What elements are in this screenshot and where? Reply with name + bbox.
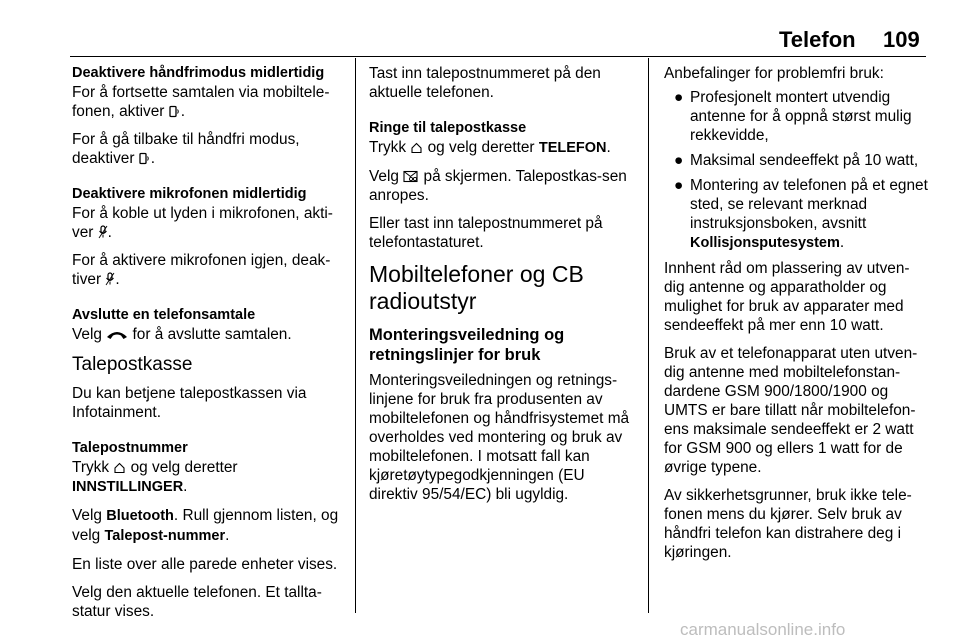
column-3 (664, 64, 928, 571)
text: . (225, 527, 230, 544)
phone-speaker-icon (169, 105, 181, 118)
paragraph (72, 130, 350, 168)
text: og velg deretter (130, 459, 238, 476)
text: Montering av telefonen på et egnet sted, se relevant merknad instruksjonsboken, avsnitt (690, 177, 928, 232)
text: på skjermen. Talepostkas-sen anropes. (369, 168, 627, 204)
heading-call-voicemail: Ringe til talepostkasse (369, 120, 527, 136)
heading-deactivate-mic: Deaktivere mikrofonen midlertidig (72, 186, 307, 202)
bold-term: Bluetooth (106, 508, 174, 524)
page-header-title: Telefon (779, 27, 856, 52)
paragraph (72, 458, 350, 497)
text: . (107, 224, 112, 241)
phone-speaker-icon (139, 152, 151, 165)
text: For å fortsette samtalen via mobiltele-fonen, aktiver (72, 84, 330, 120)
column-divider-2 (648, 58, 649, 613)
paragraph: Velg den aktuelle telefonen. Et tallta-statur vises. (72, 584, 322, 620)
heading-mobile-cb: Mobiltelefoner og CB radioutstyr (369, 261, 584, 314)
hang-up-icon (106, 329, 128, 341)
paragraph (72, 83, 350, 121)
text: . (839, 234, 845, 251)
heading-voicemail: Talepostkasse (72, 354, 193, 375)
text: . (180, 103, 185, 120)
paragraph: Innhent råd om plassering av utven-dig antenne og apparatholder og mulighet for bruk av apparater med sendeeffekt på mer enn 10 watt. (664, 260, 910, 334)
bold-term: TELEFON (538, 140, 607, 156)
text: Profesjonelt montert utvendig antenne for å oppnå størst mulig rekkevidde, (690, 89, 912, 144)
heading-voicemail-number: Talepostnummer (72, 440, 188, 456)
text: Velg (369, 168, 399, 185)
microphone-icon (98, 225, 108, 239)
paragraph: En liste over alle parede enheter vises. (72, 556, 338, 573)
home-icon (410, 141, 423, 154)
bullet: ● (674, 89, 684, 106)
text: og velg deretter (427, 139, 535, 156)
heading-deactivate-handsfree: Deaktivere håndfrimodus midlertidig (72, 65, 325, 81)
heading-end-call: Avslutte en telefonsamtale (72, 307, 256, 323)
home-icon (113, 461, 126, 474)
text: . Rull gjennom listen, og velg (72, 507, 339, 544)
page-number: 109 (883, 27, 920, 52)
paragraph (369, 138, 637, 158)
text: Trykk (369, 139, 407, 156)
text: Maksimal sendeeffekt på 10 watt, (690, 152, 919, 169)
text: For å aktivere mikrofonen igjen, deak-tiver (72, 252, 331, 288)
column-1 (72, 64, 350, 630)
bold-term: Talepost-nummer (104, 528, 226, 544)
paragraph (72, 251, 350, 289)
list-item (664, 151, 928, 170)
text: For å koble ut lyden i mikrofonen, akti-ver (72, 205, 333, 241)
paragraph (369, 167, 637, 205)
list-item (664, 176, 928, 253)
header-rule (70, 56, 926, 57)
paragraph: Tast inn talepostnummeret på den aktuelle telefonen. (369, 65, 601, 101)
paragraph: Du kan betjene talepostkassen via Infotainment. (72, 385, 307, 421)
text: Trykk (72, 459, 110, 476)
microphone-icon (105, 272, 115, 286)
text: . (150, 150, 156, 167)
paragraph (72, 506, 350, 546)
paragraph: Monteringsveiledningen og retnings-linjene for bruk fra produsenten av mobiltelefonen og håndfrisystemet må overholdes ved montering og bruk av mobiltelefonen. I motsatt fall kan kjøretøytypegodkjenningen (EU direktiv 95/54/EC) bli ugyldig. (369, 372, 630, 503)
bold-term: Kollisjonsputesystem (690, 235, 840, 251)
paragraph: Anbefalinger for problemfri bruk: (664, 65, 884, 82)
column-divider-1 (355, 58, 356, 613)
text: Velg (72, 326, 102, 343)
recommendation-list (664, 88, 928, 253)
column-2 (369, 64, 637, 513)
paragraph (72, 204, 350, 242)
voicemail-icon (403, 170, 419, 183)
watermark: carmanualsonline.info (680, 620, 846, 639)
text: for å avslutte samtalen. (132, 326, 292, 343)
paragraph: Bruk av et telefonapparat uten utven-dig antenne med mobiltelefonstan-dardene GSM 900/1800/1900 og UMTS er bare tillatt når mobiltelefon-ens maksimale sendeeffekt er 2 watt for GSM 900 og ellers 1 watt for de øvrige typene. (664, 345, 918, 476)
list-item (664, 88, 928, 145)
heading-installation-guide: Monteringsveiledning og retningslinjer for bruk (369, 326, 565, 364)
text: . (606, 139, 611, 156)
bold-term: INNSTILLINGER (72, 479, 184, 495)
text: . (115, 271, 120, 288)
bullet: ● (674, 177, 684, 194)
paragraph: Eller tast inn talepostnummeret på telefontastaturet. (369, 215, 603, 251)
text: For å gå tilbake til håndfri modus, deaktiver (72, 131, 300, 167)
paragraph (72, 325, 350, 344)
text: . (183, 478, 188, 495)
paragraph: Av sikkerhetsgrunner, bruk ikke tele-fonen mens du kjører. Selv bruk av håndfri telefon kan distrahere deg i kjøringen. (664, 487, 912, 561)
bullet: ● (674, 152, 684, 169)
text: Velg (72, 507, 102, 524)
